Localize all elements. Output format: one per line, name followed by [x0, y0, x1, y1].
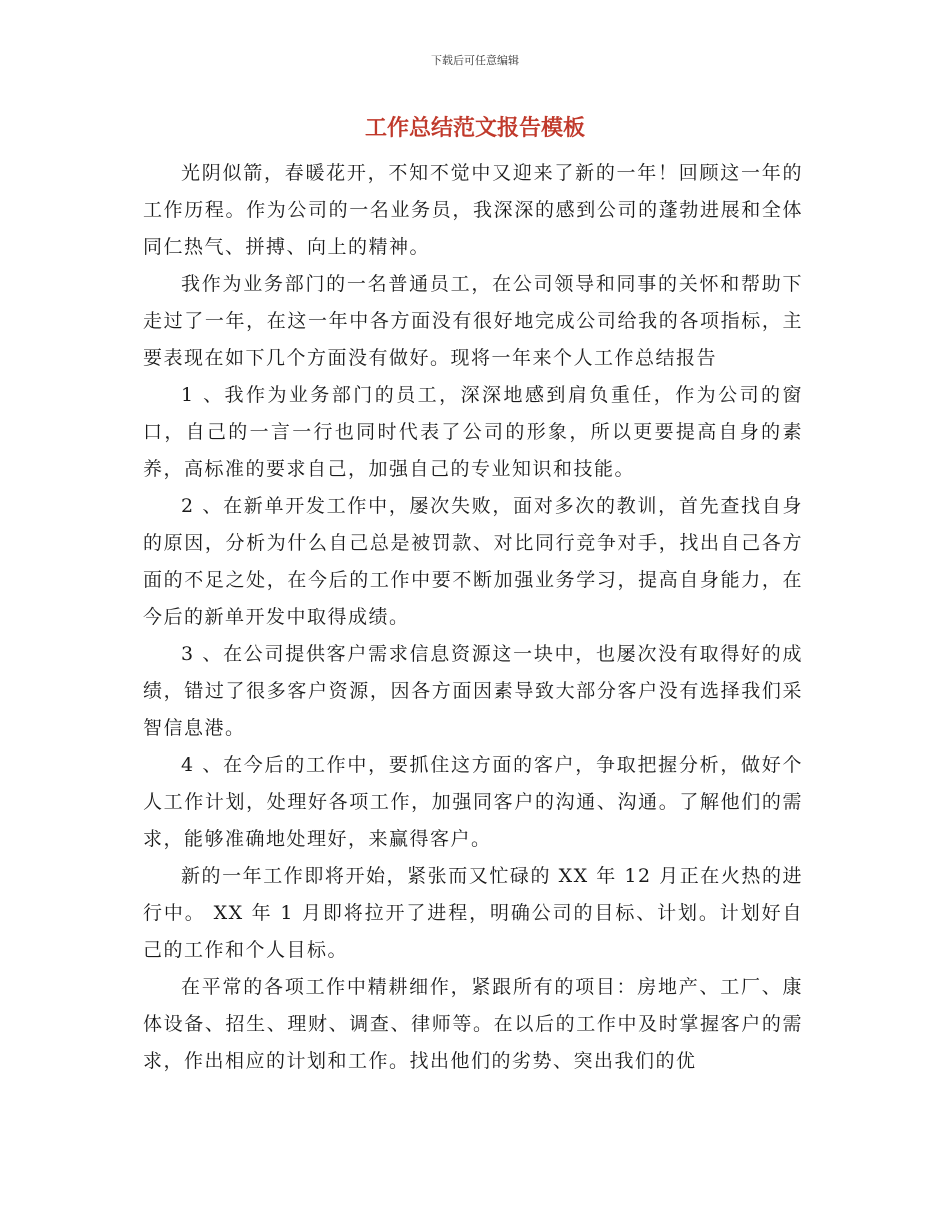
paragraph-point-1: 1 、我作为业务部门的员工，深深地感到肩负重任，作为公司的窗口，自己的一言一行也同时代表了公司的形象，所以更要提高自身的素养，高标准的要求自己，加强自己的专业知识和技能。 — [143, 384, 803, 480]
paragraph-new-year: 新的一年工作即将开始，紧张而又忙碌的 XX 年 12 月正在火热的进行中。 XX 年 1 月即将拉开了进程，明确公司的目标、计划。计划好自己的工作和个人目标。 — [143, 865, 803, 961]
paragraph-point-2: 2 、在新单开发工作中，屡次失败，面对多次的教训，首先查找自身的原因，分析为什么自己总是被罚款、对比同行竞争对手，找出自己各方面的不足之处，在今后的工作中要不断加强业务学习，提高自身能力，在今后的新单开发中取得成绩。 — [143, 495, 803, 628]
paragraph-intro: 光阴似箭，春暖花开，不知不觉中又迎来了新的一年！回顾这一年的工作历程。作为公司的一名业务员，我深深的感到公司的蓬勃进展和全体同仁热气、拼搏、向上的精神。 — [143, 162, 803, 258]
paragraph-point-4: 4 、在今后的工作中，要抓住这方面的客户，争取把握分析，做好个人工作计划，处理好各项工作，加强同客户的沟通、沟通。了解他们的需求，能够准确地处理好，来赢得客户。 — [143, 754, 803, 850]
paragraph-daily-work: 在平常的各项工作中精耕细作，紧跟所有的项目：房地产、工厂、康体设备、招生、理财、调查、律师等。在以后的工作中及时掌握客户的需求，作出相应的计划和工作。找出他们的劣势、突出我们的优 — [143, 976, 803, 1072]
page-header-note: 下载后可任意编辑 — [431, 54, 519, 67]
document-body — [143, 155, 803, 1080]
paragraph-point-3: 3 、在公司提供客户需求信息资源这一块中，也屡次没有取得好的成绩，错过了很多客户资源，因各方面因素导致大部分客户没有选择我们采智信息港。 — [143, 643, 803, 739]
paragraph-summary: 我作为业务部门的一名普通员工，在公司领导和同事的关怀和帮助下走过了一年，在这一年中各方面没有很好地完成公司给我的各项指标，主要表现在如下几个方面没有做好。现将一年来个人工作总结报告 — [143, 273, 803, 369]
document-title: 工作总结范文报告模板 — [364, 115, 585, 141]
